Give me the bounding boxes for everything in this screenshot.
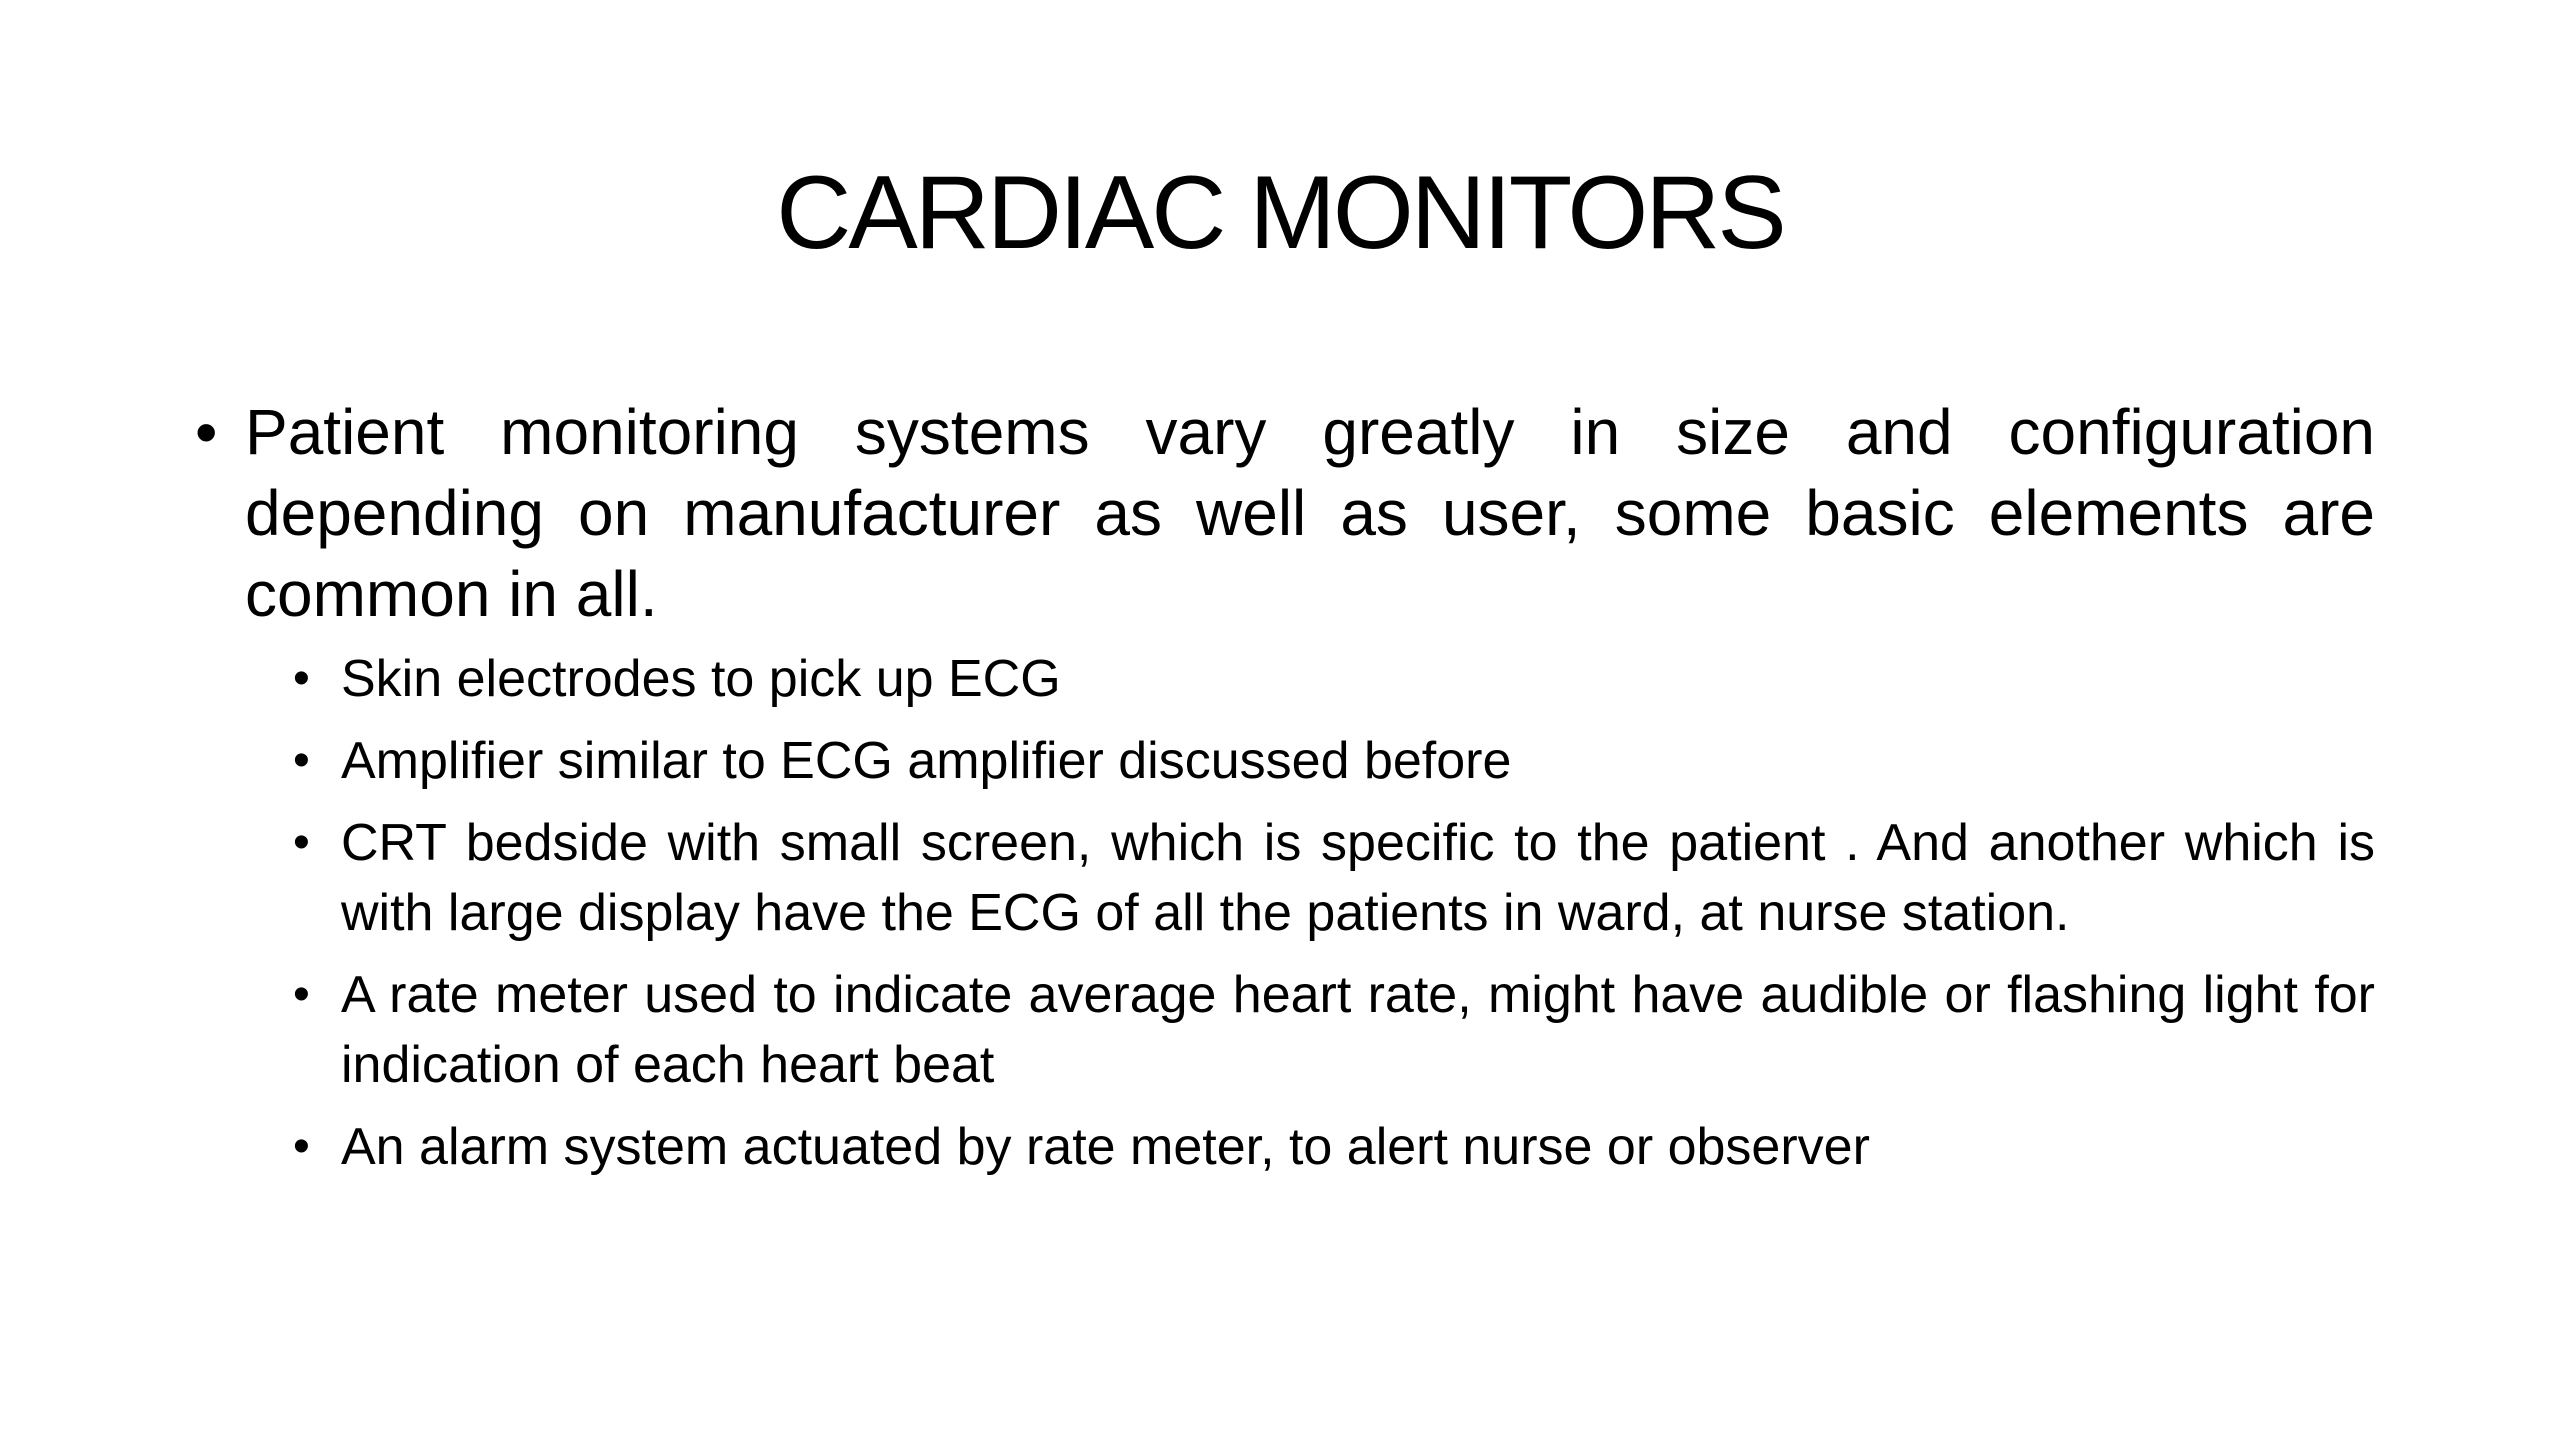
sub-bullet-item (195, 808, 2375, 948)
sub-bullet-item (195, 1112, 2375, 1182)
slide-title: CARDIAC MONITORS (776, 155, 1784, 271)
sub-bullet-text: An alarm system actuated by rate meter, to alert nurse or observer (341, 1118, 1870, 1176)
bullet-dot-icon: • (293, 652, 310, 705)
bullet-dot-icon: • (293, 734, 310, 787)
sub-bullet-text: A rate meter used to indicate average heart rate, might have audible or flashing light for indication of each heart beat (341, 966, 2375, 1094)
bullet-dot-icon: • (293, 1120, 310, 1173)
bullet-dot-icon: • (293, 816, 310, 869)
bullet-dot-icon: • (195, 396, 218, 468)
sub-bullet-text: Amplifier similar to ECG amplifier discussed before (341, 732, 1512, 790)
sub-bullet-item (195, 960, 2375, 1100)
bullet-dot-icon: • (293, 968, 310, 1021)
sub-bullet-text: CRT bedside with small screen, which is specific to the patient . And another which is with large display have the ECG of all the patients in ward, at nurse station. (341, 814, 2375, 942)
sub-bullet-item (195, 726, 2375, 796)
main-bullet (195, 392, 2375, 635)
sub-bullet-text: Skin electrodes to pick up ECG (341, 650, 1061, 708)
slide-content (195, 392, 2375, 1194)
sub-bullet-item (195, 644, 2375, 714)
main-bullet-text: Patient monitoring systems vary greatly in size and configuration depending on manufacturer as well as user, some basic elements are common in all. (245, 396, 2375, 630)
sub-bullet-list (195, 644, 2375, 1182)
